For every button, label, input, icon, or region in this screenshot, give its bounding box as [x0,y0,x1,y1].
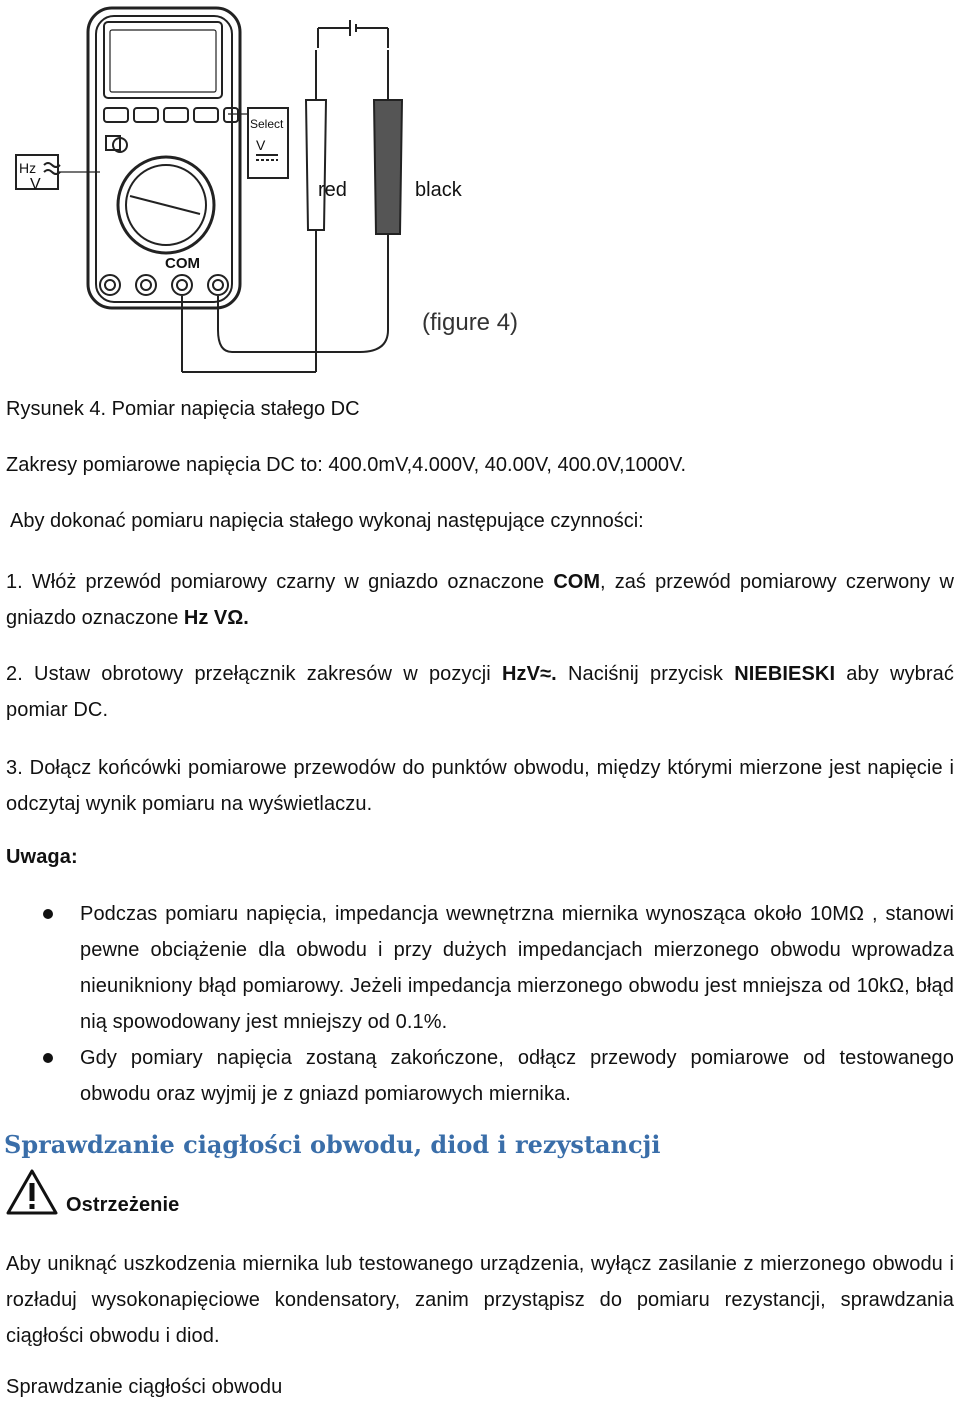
multimeter-drawing [0,0,960,380]
step-1-com: COM [553,571,600,593]
figure-number-label: (figure 4) [422,309,519,336]
select-label: Select [250,117,284,131]
dc-ranges-text: Zakresy pomiarowe napięcia DC to: 400.0mV,4.000V, 40.00V, 400.0V,1000V. [6,454,687,476]
figure-caption: Rysunek 4. Pomiar napięcia stałego DC [6,398,360,420]
step-1-hz: Hz VΩ. [183,607,249,629]
dc-v-label: V [256,137,266,153]
step-2-blue-button: NIEBIESKI [734,663,836,685]
red-probe-label: red [318,179,347,201]
note-2-text: Gdy pomiary napięcia zostaną zakończone, odłącz przewody pomiarowe od testowanego obwodu oraz wyjmij je z gniazd pomiarowych miernika. [80,1047,954,1105]
step-2 [6,656,954,728]
list-item [0,1040,954,1112]
intro-text: Aby dokonać pomiaru napięcia stałego wykonaj następujące czynności: [10,510,644,532]
warning-row [6,1168,180,1218]
continuity-subheading: Sprawdzanie ciągłości obwodu [6,1376,283,1398]
warning-text: Aby uniknąć uszkodzenia miernika lub testowanego urządzenia, wyłącz zasilanie z mierzonego obwodu i rozładuj wysokonapięciowe kondensatory, zanim przystąpisz do pomiaru rezystancji, sprawdzania ciągłości obwodu i diod. [6,1253,954,1347]
section-heading: Sprawdzanie ciągłości obwodu, diod i rezystancji [4,1130,661,1159]
step-2-text-b: Naciśnij przycisk [556,663,735,685]
step-2-hzv: HzV [501,663,541,685]
list-item [0,896,954,1040]
hz-marker-label: Hz [19,160,37,176]
black-probe-label: black [415,179,462,201]
step-1-text-b: , zaś przewód pomiarowy czerwony w gniazdo oznaczone [6,571,954,629]
step-3: 3. Dołącz końcówki pomiarowe przewodów do punktów obwodu, między którymi mierzone jest napięcie i odczytaj wynik pomiaru na wyświetlaczu. [6,757,954,815]
warning-label: Ostrzeżenie [66,1194,180,1216]
step-2-text-c: aby wybrać pomiar DC. [6,663,954,721]
v-marker-label: V [30,176,41,193]
bullet-icon [43,909,53,919]
notes-list [0,896,954,1112]
step-2-symbol: ≈. [540,663,557,685]
step-2-text-a: 2. Ustaw obrotowy przełącznik zakresów w pozycji [6,663,502,685]
step-1-text-a: 1. Włóż przewód pomiarowy czarny w gniazdo oznaczone [6,571,554,593]
com-jack-label: COM [165,255,200,272]
figure-4-illustration [0,0,960,380]
warning-triangle-icon [6,1168,58,1216]
step-1 [6,564,954,636]
note-title: Uwaga: [6,846,78,868]
bullet-icon [43,1053,53,1063]
note-1-text: Podczas pomiaru napięcia, impedancja wewnętrzna miernika wynosząca około 10MΩ , stanowi pewne obciążenie dla obwodu i przy dużych impedancjach mierzonego obwodu wprowadza nieunikniony błąd pomiarowy. Jeżeli impedancja mierzonego obwodu jest mniejsza od 10kΩ, błąd nią spowodowany jest mniejszy od 0.1%. [80,903,954,1033]
